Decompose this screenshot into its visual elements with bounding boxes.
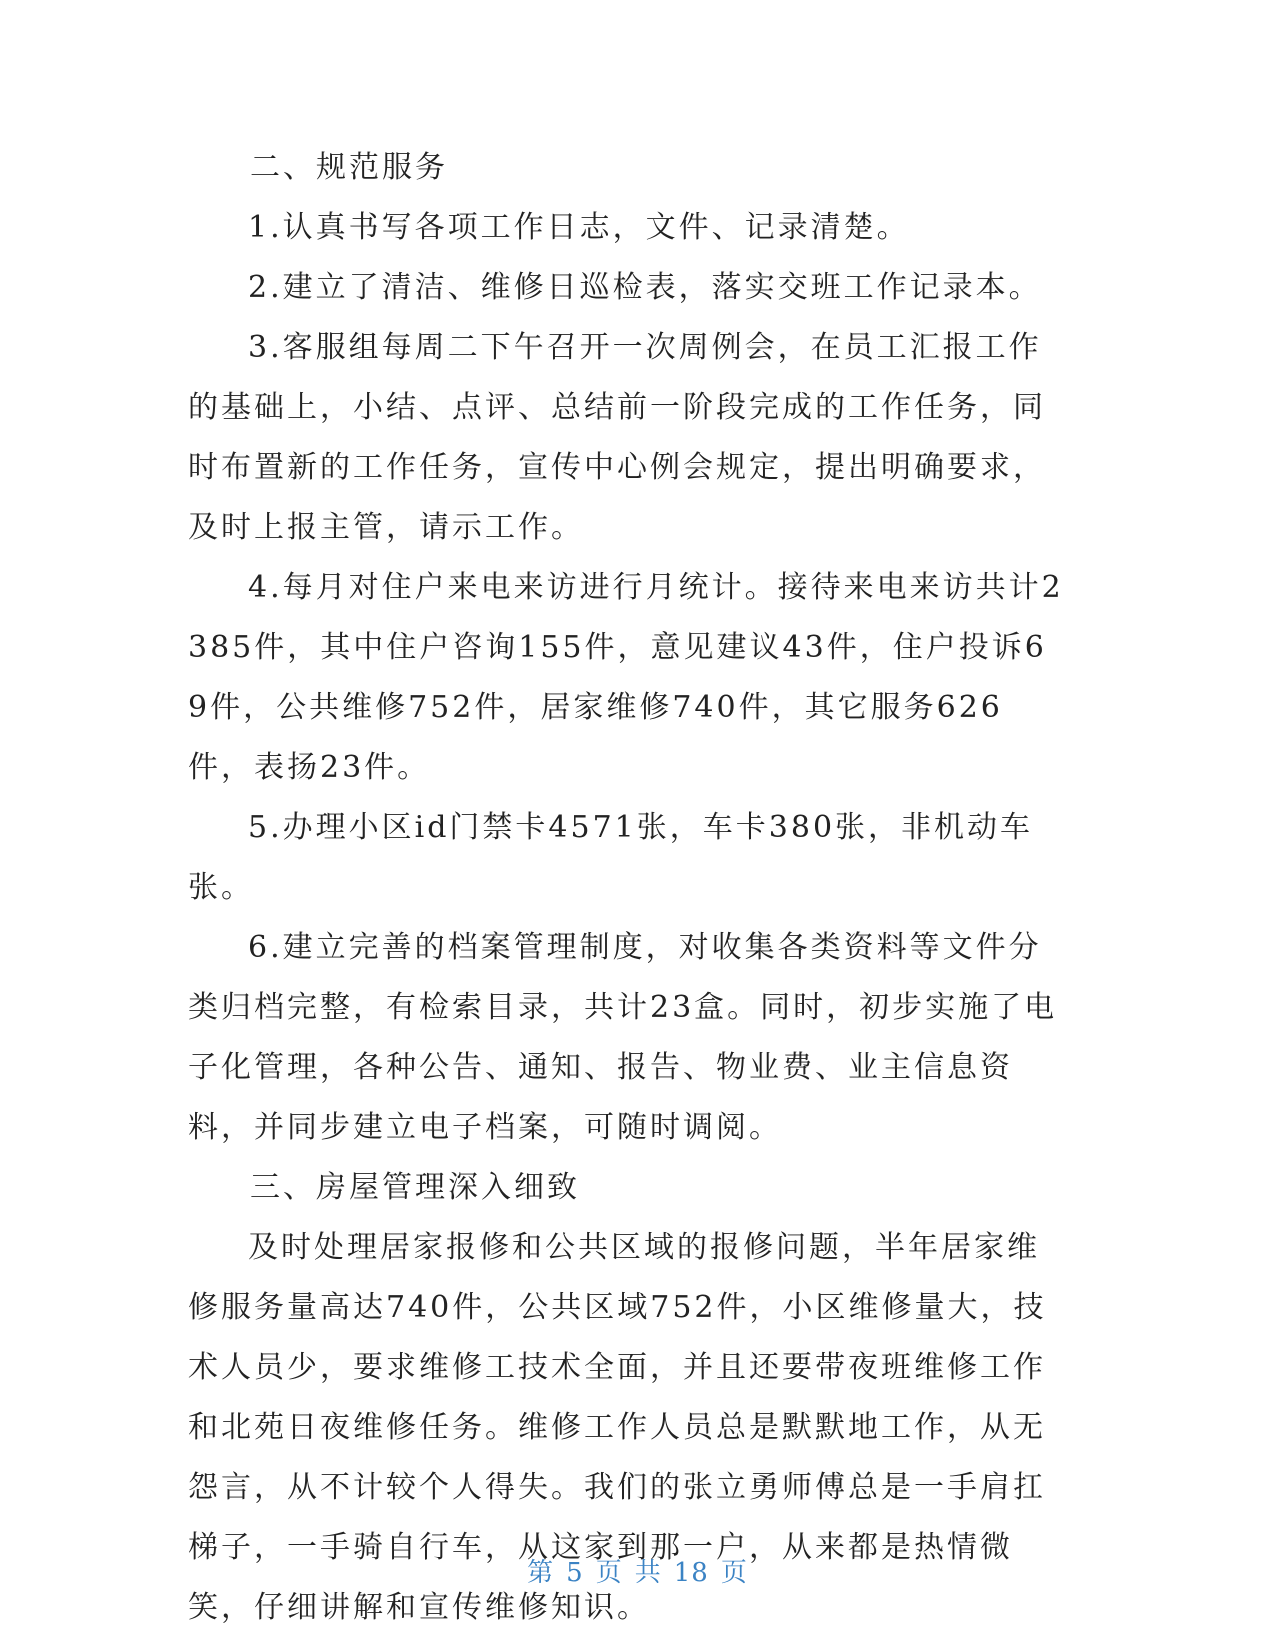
footer-total-suffix: 页 xyxy=(720,1558,748,1588)
footer-total-pages: 18 xyxy=(673,1558,709,1588)
paragraph-3: 3.客服组每周二下午召开一次周例会，在员工汇报工作的基础上，小结、点评、总结前一阶段完成的工作任务，同时布置新的工作任务，宣传中心例会规定，提出明确要求，及时上报主管，请示工作。 xyxy=(188,330,1046,545)
section-heading-3: 三、房屋管理深入细致 xyxy=(250,1170,580,1205)
footer-page-label: 页 xyxy=(595,1558,623,1588)
paragraph-6: 6.建立完善的档案管理制度，对收集各类资料等文件分类归档完整，有检索目录，共计23盒。同时，初步实施了电子化管理，各种公告、通知、报告、物业费、业主信息资料，并同步建立电子档案，可随时调阅。 xyxy=(188,930,1058,1145)
paragraph-1: 1.认真书写各项工作日志，文件、记录清楚。 xyxy=(248,210,910,245)
page-number-footer xyxy=(0,1552,1275,1589)
paragraph-5: 5.办理小区id门禁卡4571张，车卡380张，非机动车张。 xyxy=(188,810,1034,905)
paragraph-7: 及时处理居家报修和公共区域的报修问题，半年居家维修服务量高达740件，公共区域752件，小区维修量大，技术人员少，要求维修工技术全面，并且还要带夜班维修工作和北苑日夜维修任务。维修工作人员总是默默地工作，从无怨言，从不计较个人得失。我们的张立勇师傅总是一手肩扛梯子，一手骑自行车，从这家到那一户，从来都是热情微笑，仔细讲解和宣传维修知识。 xyxy=(188,1230,1047,1625)
footer-total-prefix: 共 xyxy=(634,1558,662,1588)
footer-prefix: 第 xyxy=(527,1558,555,1588)
footer-current-page: 5 xyxy=(566,1558,584,1588)
document-body xyxy=(188,138,1068,1638)
paragraph-4: 4.每月对住户来电来访进行月统计。接待来电来访共计2385件，其中住户咨询155件，意见建议43件，住户投诉69件，公共维修752件，居家维修740件，其它服务626件，表扬23件。 xyxy=(188,570,1064,785)
paragraph-2: 2.建立了清洁、维修日巡检表，落实交班工作记录本。 xyxy=(248,270,1042,305)
section-heading-2: 二、规范服务 xyxy=(250,150,448,185)
